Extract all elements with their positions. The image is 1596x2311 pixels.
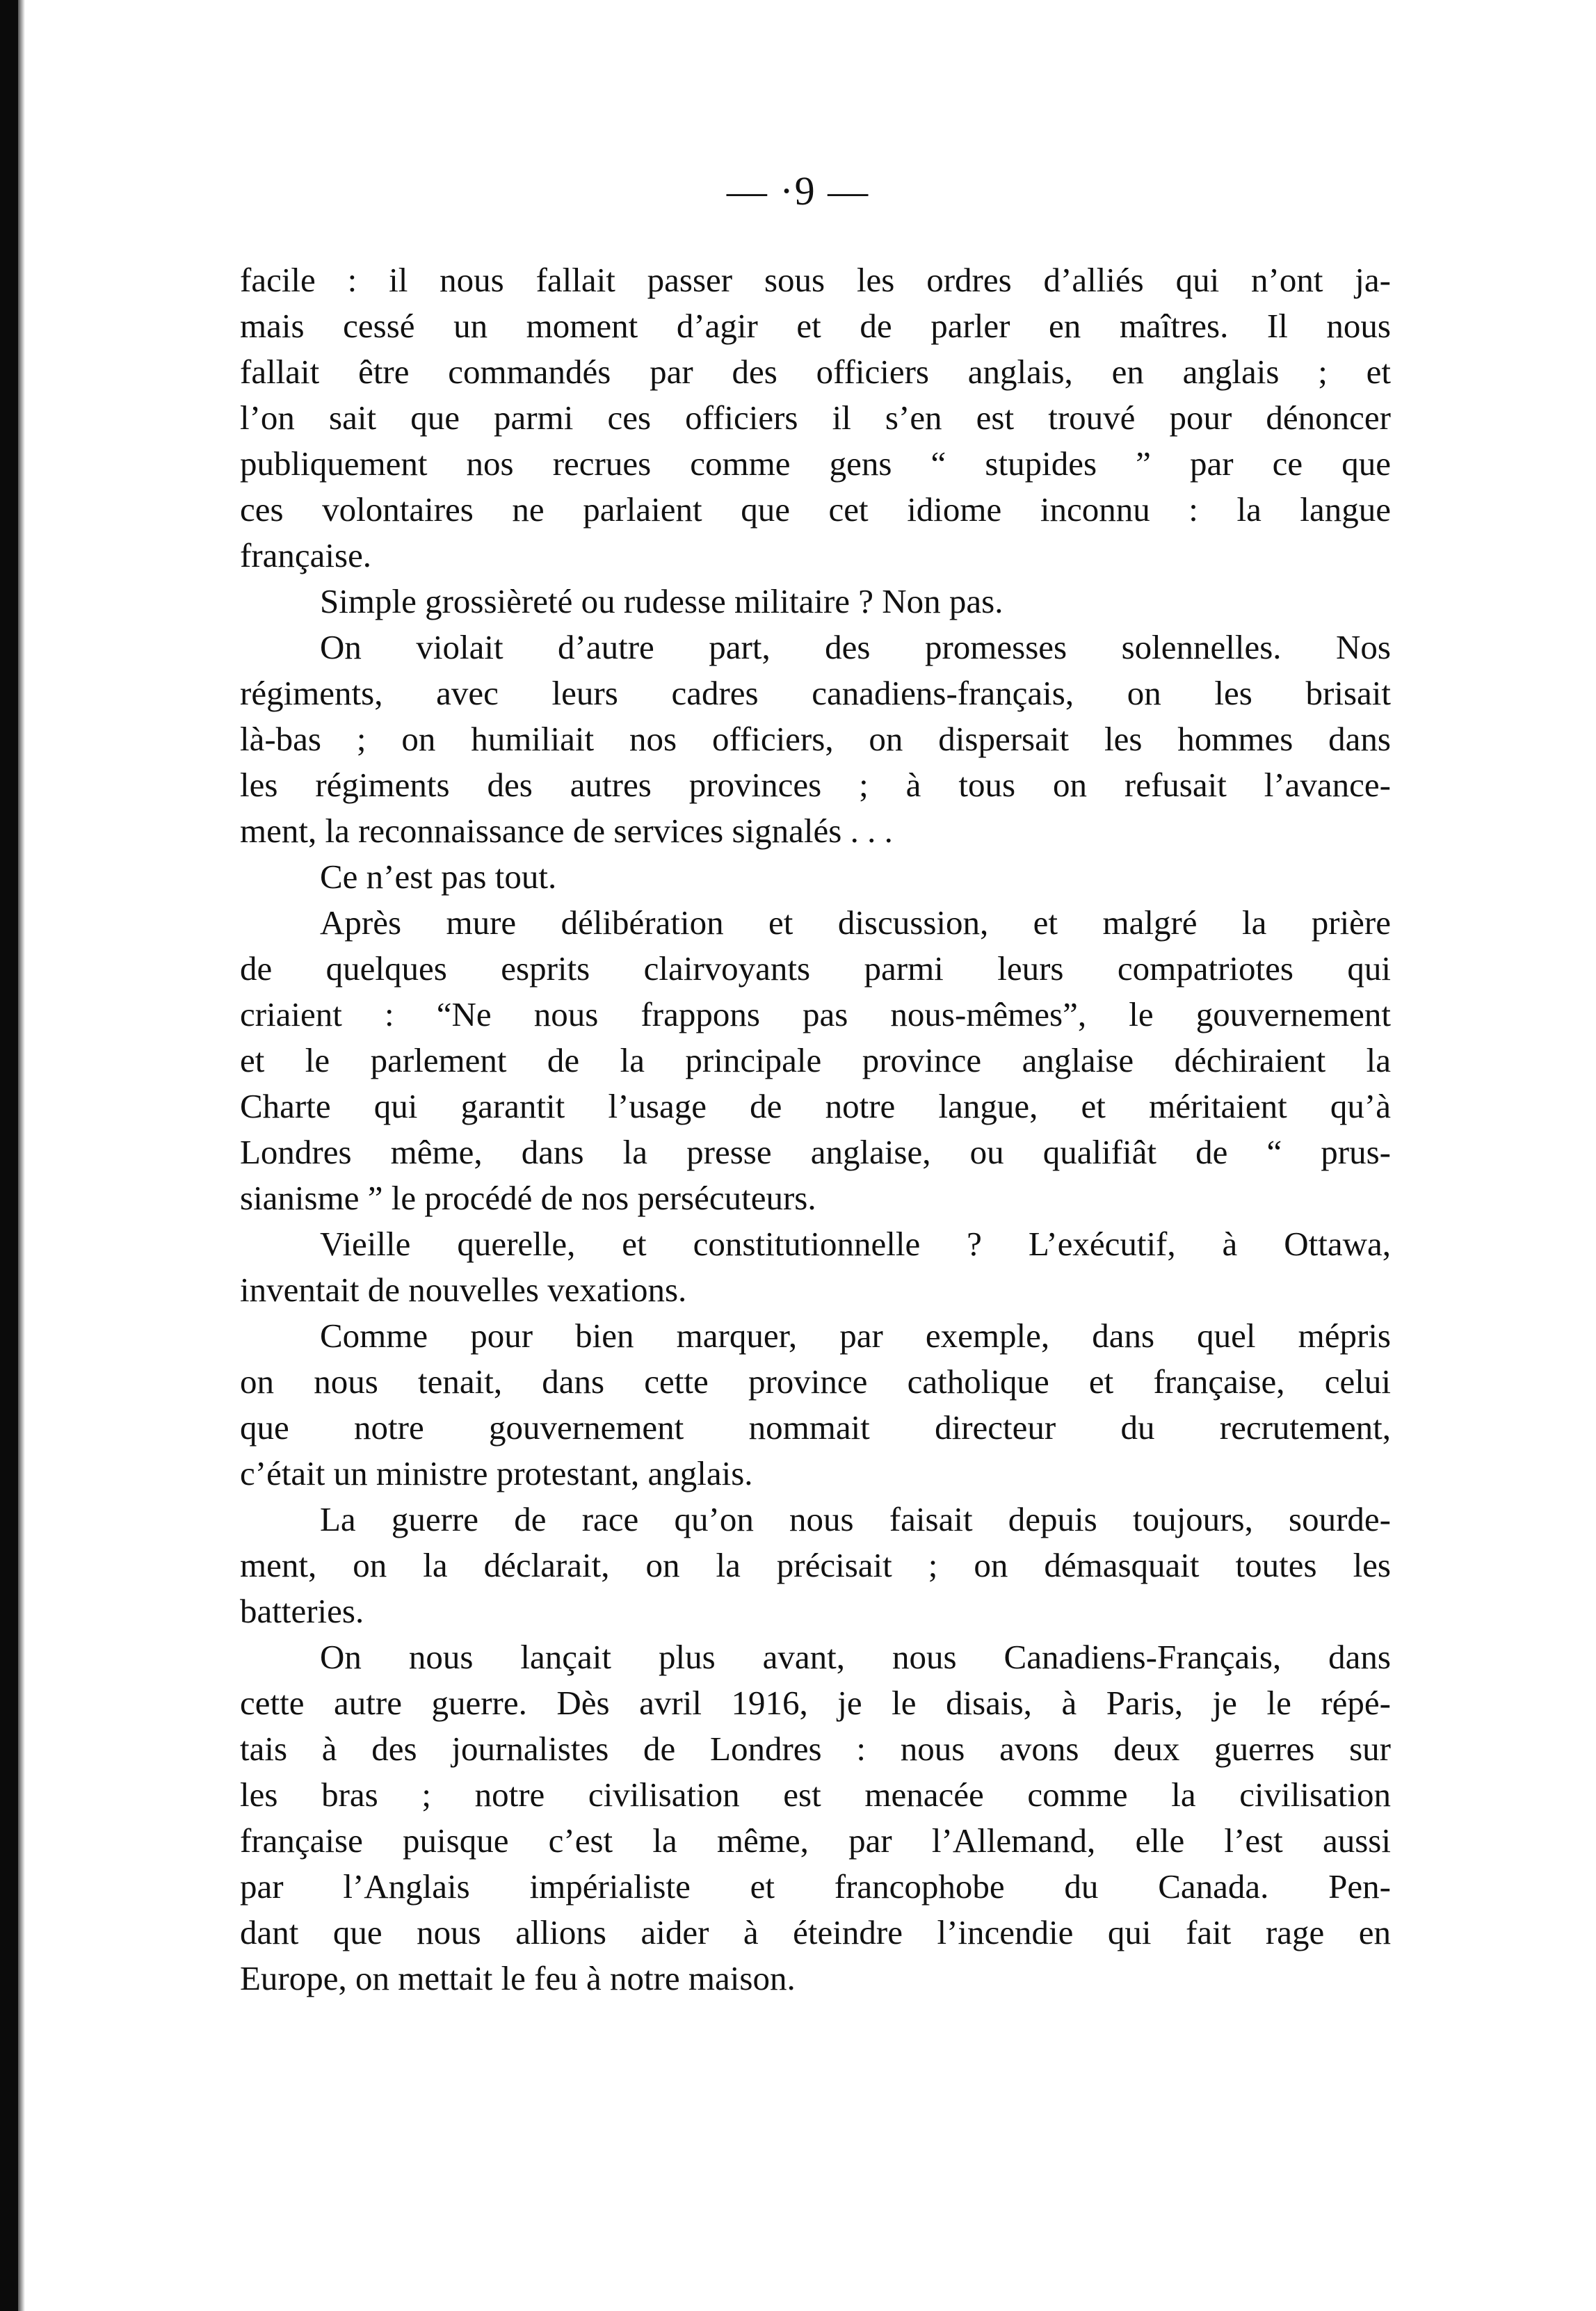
text-line: sianisme ” le procédé de nos persécuteurs. (240, 1179, 816, 1217)
text-line: ment, on la déclarait, on la précisait ; on démasquait toutes les (240, 1546, 1391, 1584)
text-line: Après mure délibération et discussion, et malgré la prière (320, 903, 1391, 942)
text-line: et le parlement de la principale province anglaise déchiraient la (240, 1041, 1391, 1079)
text-line: batteries. (240, 1592, 364, 1630)
text-line: Londres même, dans la presse anglaise, ou qualifiât de “ prus- (240, 1133, 1391, 1171)
text-line: criaient : “Ne nous frappons pas nous-mêmes”, le gouvernement (240, 995, 1391, 1033)
text-line: que notre gouvernement nommait directeur du recrutement, (240, 1408, 1391, 1447)
text-line: les bras ; notre civilisation est menacée comme la civilisation (240, 1775, 1391, 1814)
text-line: l’on sait que parmi ces officiers il s’en est trouvé pour dénoncer (240, 398, 1391, 437)
text-line: La guerre de race qu’on nous faisait depuis toujours, sourde- (320, 1500, 1391, 1538)
text-line: mais cessé un moment d’agir et de parler en maîtres. Il nous (240, 307, 1391, 345)
text-line: Simple grossièreté ou rudesse militaire ? Non pas. (320, 582, 1003, 620)
text-line: cette autre guerre. Dès avril 1916, je le disais, à Paris, je le répé- (240, 1684, 1391, 1722)
text-line: ces volontaires ne parlaient que cet idiome inconnu : la langue (240, 490, 1391, 529)
text-line: Comme pour bien marquer, par exemple, dans quel mépris (320, 1316, 1391, 1355)
text-line: facile : il nous fallait passer sous les ordres d’alliés qui n’ont ja- (240, 261, 1391, 299)
text-line: publiquement nos recrues comme gens “ stupides ” par ce que (240, 444, 1391, 483)
text-line: par l’Anglais impérialiste et francophobe du Canada. Pen- (240, 1867, 1391, 1906)
text-line: fallait être commandés par des officiers anglais, en anglais ; et (240, 353, 1391, 391)
text-line: les régiments des autres provinces ; à tous on refusait l’avance- (240, 766, 1391, 804)
text-line: ment, la reconnaissance de services signalés . . . (240, 812, 893, 850)
text-line: Europe, on mettait le feu à notre maison. (240, 1959, 796, 1997)
text-line: Vieille querelle, et constitutionnelle ? L’exécutif, à Ottawa, (320, 1225, 1391, 1263)
text-line: Ce n’est pas tout. (320, 857, 557, 896)
scan-edge-fade (18, 0, 25, 2311)
text-line: régiments, avec leurs cadres canadiens-français, on les brisait (240, 674, 1391, 712)
text-line: inventait de nouvelles vexations. (240, 1271, 687, 1309)
text-line: Charte qui garantit l’usage de notre langue, et méritaient qu’à (240, 1087, 1391, 1125)
text-line: tais à des journalistes de Londres : nous avons deux guerres sur (240, 1730, 1391, 1768)
text-line: de quelques esprits clairvoyants parmi leurs compatriotes qui (240, 949, 1391, 988)
body-text (240, 257, 1391, 2002)
text-line: française puisque c’est la même, par l’Allemand, elle l’est aussi (240, 1821, 1391, 1860)
text-line: là-bas ; on humiliait nos officiers, on dispersait les hommes dans (240, 720, 1391, 758)
text-line: On violait d’autre part, des promesses solennelles. Nos (320, 628, 1391, 666)
text-line: dant que nous allions aider à éteindre l’incendie qui fait rage en (240, 1913, 1391, 1951)
scan-edge-shadow (0, 0, 18, 2311)
text-line: française. (240, 536, 372, 574)
text-line: on nous tenait, dans cette province catholique et française, celui (240, 1362, 1391, 1401)
page-number: — ·9 — (726, 168, 870, 214)
text-line: On nous lançait plus avant, nous Canadiens-Français, dans (320, 1638, 1391, 1676)
text-line: c’était un ministre protestant, anglais. (240, 1454, 753, 1492)
